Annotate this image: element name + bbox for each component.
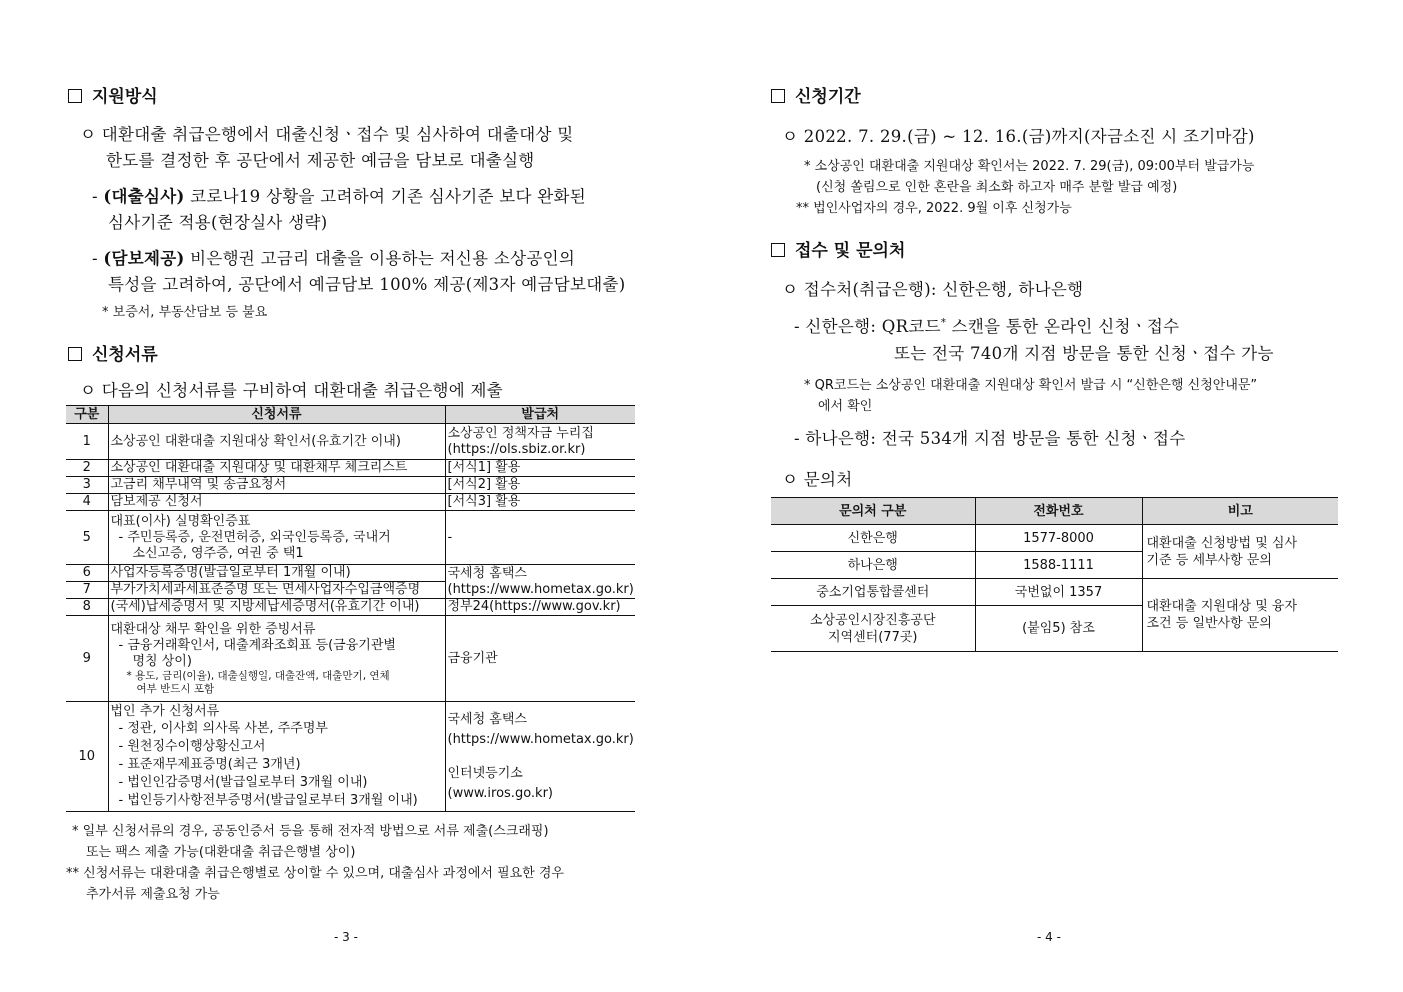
table-row — [66, 494, 635, 511]
dash-item-loan-review: - (대출심사) 코로나19 상황을 고려하여 기존 심사기준 보다 완화된 — [92, 187, 587, 206]
dash-item-collateral: - (담보제공) 비은행권 고금리 대출을 이용하는 저신용 소상공인의 — [92, 249, 576, 268]
contact-name: 신한은행 — [771, 525, 975, 552]
table-row — [66, 616, 635, 702]
row-number: 5 — [66, 511, 108, 565]
table-header-row — [771, 498, 1338, 525]
left-page — [0, 0, 700, 992]
section-heading-contact: 접수 및 문의처 — [771, 236, 905, 261]
issuer: 국세청 홈택스 (https://www.hometax.go.kr) 인터넷등기소 (www.iros.go.kr) — [445, 702, 635, 812]
table-row — [66, 599, 635, 616]
document-name: 소상공인 대환대출 지원대상 및 대환채무 체크리스트 — [108, 460, 445, 477]
phone-number: 국번없이 1357 — [975, 579, 1142, 606]
table-row — [66, 511, 635, 565]
footnote: * QR코드는 소상공인 대환대출 지원대상 확인서 발급 시 “신한은행 신청안내문” — [804, 378, 1258, 393]
footnote: ** 법인사업자의 경우, 2022. 9월 이후 신청가능 — [796, 201, 1072, 216]
remark: 대환대출 지원대상 및 융자 조건 등 일반사항 문의 — [1142, 579, 1338, 652]
document-name: 사업자등록증명(발급일로부터 1개월 이내) — [108, 565, 445, 582]
table-row — [66, 477, 635, 494]
table-header-row — [66, 406, 635, 424]
document-name: (국세)납세증명서 및 지방세납세증명서(유효기간 이내) — [108, 599, 445, 616]
shinhan-line: - 신한은행: QR코드* 스캔을 통한 온라인 신청ㆍ접수 — [794, 317, 1180, 336]
table-row — [771, 579, 1338, 606]
table-row — [66, 565, 635, 582]
row-number: 6 — [66, 565, 108, 582]
shinhan-line-cont: 또는 전국 740개 지점 방문을 통한 신청ㆍ접수 가능 — [894, 344, 1274, 363]
row-number: 2 — [66, 460, 108, 477]
column-header: 문의처 구분 — [771, 498, 975, 525]
page-number: - 4 - — [1037, 930, 1061, 944]
issuer: 금융기관 — [445, 616, 635, 702]
checkbox-square-icon — [771, 243, 785, 257]
issuer: 정부24(https://www.gov.kr) — [445, 599, 635, 616]
bullet-text-cont: 한도를 결정한 후 공단에서 제공한 예금을 담보로 대출실행 — [106, 151, 535, 170]
document-name: 부가가치세과세표준증명 또는 면세사업자수입금액증명 — [108, 582, 445, 599]
bullet-text: ㅇ 문의처 — [782, 470, 853, 489]
column-header: 구분 — [66, 406, 108, 424]
documents-table — [66, 405, 635, 812]
footnote: * 보증서, 부동산담보 등 불요 — [102, 305, 268, 320]
phone-number: 1577-8000 — [975, 525, 1142, 552]
dash-item-cont: 특성을 고려하여, 공단에서 예금담보 100% 제공(제3자 예금담보대출) — [108, 275, 626, 294]
footnote: ** 신청서류는 대환대출 취급은행별로 상이할 수 있으며, 대출심사 과정에서 필요한 경우 — [66, 866, 564, 881]
contact-table — [771, 497, 1338, 652]
section-heading-period: 신청기간 — [771, 82, 861, 107]
section-heading-support-method: 지원방식 — [68, 82, 158, 107]
section-heading-documents: 신청서류 — [68, 340, 158, 365]
column-header: 비고 — [1142, 498, 1338, 525]
issuer: [서식3] 활용 — [445, 494, 635, 511]
row-number: 4 — [66, 494, 108, 511]
checkbox-square-icon — [771, 89, 785, 103]
document-name: 고금리 채무내역 및 송금요청서 — [108, 477, 445, 494]
footnote: * 일부 신청서류의 경우, 공동인증서 등을 통해 전자적 방법으로 서류 제출(스크래핑) — [72, 824, 549, 839]
row-number: 1 — [66, 424, 108, 460]
dash-item-cont: 심사기준 적용(현장실사 생략) — [108, 213, 328, 232]
table-row — [771, 525, 1338, 552]
phone-number: (붙임5) 참조 — [975, 606, 1142, 652]
column-header: 전화번호 — [975, 498, 1142, 525]
column-header: 발급처 — [445, 406, 635, 424]
document-name: 담보제공 신청서 — [108, 494, 445, 511]
table-row — [66, 424, 635, 460]
document-name: 소상공인 대환대출 지원대상 확인서(유효기간 이내) — [108, 424, 445, 460]
contact-name: 소상공인시장진흥공단 지역센터(77곳) — [771, 606, 975, 652]
contact-name: 하나은행 — [771, 552, 975, 579]
bullet-text: ㅇ 접수처(취급은행): 신한은행, 하나은행 — [782, 280, 1084, 299]
row-number: 3 — [66, 477, 108, 494]
issuer: [서식2] 활용 — [445, 477, 635, 494]
footnote-cont: 추가서류 제출요청 가능 — [86, 887, 220, 902]
bullet-text: ㅇ 대환대출 취급은행에서 대출신청ㆍ접수 및 심사하여 대출대상 및 — [80, 125, 574, 144]
checkbox-square-icon — [68, 347, 82, 361]
application-period: ㅇ 2022. 7. 29.(금) ~ 12. 16.(금)까지(자금소진 시 조기마감) — [782, 127, 1255, 146]
issuer: 소상공인 정책자금 누리집 (https://ols.sbiz.or.kr) — [445, 424, 635, 460]
column-header: 신청서류 — [108, 406, 445, 424]
table-row — [66, 460, 635, 477]
checkbox-square-icon — [68, 89, 82, 103]
footnote-cont: 에서 확인 — [818, 399, 873, 414]
row-number: 9 — [66, 616, 108, 702]
footnote-cont: (신청 쏠림으로 인한 혼란을 최소화 하고자 매주 분할 발급 예정) — [816, 180, 1178, 195]
issuer: - — [445, 511, 635, 565]
page-number: - 3 - — [334, 930, 358, 944]
document-name: 법인 추가 신청서류 - 정관, 이사회 의사록 사본, 주주명부 - 원천징수이행상황신고서 - 표준재무제표증명(최근 3개년) - 법인인감증명서(발급일로부터 3개월 이내) - 법인등기사항전부증명서(발급일로부터 3개월 이내) — [108, 702, 445, 812]
remark: 대환대출 신청방법 및 심사 기준 등 세부사항 문의 — [1142, 525, 1338, 579]
document-name: 대환대상 채무 확인을 위한 증빙서류 - 금융거래확인서, 대출계좌조회표 등(금융기관별 명칭 상이) * 용도, 금리(이율), 대출실행일, 대출잔액, 대출만기, 연체 여부 반드시 포함 — [108, 616, 445, 702]
hana-line: - 하나은행: 전국 534개 지점 방문을 통한 신청ㆍ접수 — [794, 429, 1186, 448]
contact-name: 중소기업통합콜센터 — [771, 579, 975, 606]
table-row — [66, 702, 635, 812]
row-number: 10 — [66, 702, 108, 812]
row-number: 8 — [66, 599, 108, 616]
right-page — [702, 0, 1403, 992]
bullet-text: ㅇ 다음의 신청서류를 구비하여 대환대출 취급은행에 제출 — [80, 381, 504, 400]
issuer: [서식1] 활용 — [445, 460, 635, 477]
footnote-cont: 또는 팩스 제출 가능(대환대출 취급은행별 상이) — [86, 845, 356, 860]
phone-number: 1588-1111 — [975, 552, 1142, 579]
footnote: * 소상공인 대환대출 지원대상 확인서는 2022. 7. 29(금), 09:00부터 발급가능 — [804, 159, 1255, 174]
issuer: 국세청 홈택스 (https://www.hometax.go.kr) — [445, 565, 635, 599]
row-number: 7 — [66, 582, 108, 599]
document-name: 대표(이사) 실명확인증표 - 주민등록증, 운전면허증, 외국인등록증, 국내거 소신고증, 영주증, 여권 중 택1 — [108, 511, 445, 565]
